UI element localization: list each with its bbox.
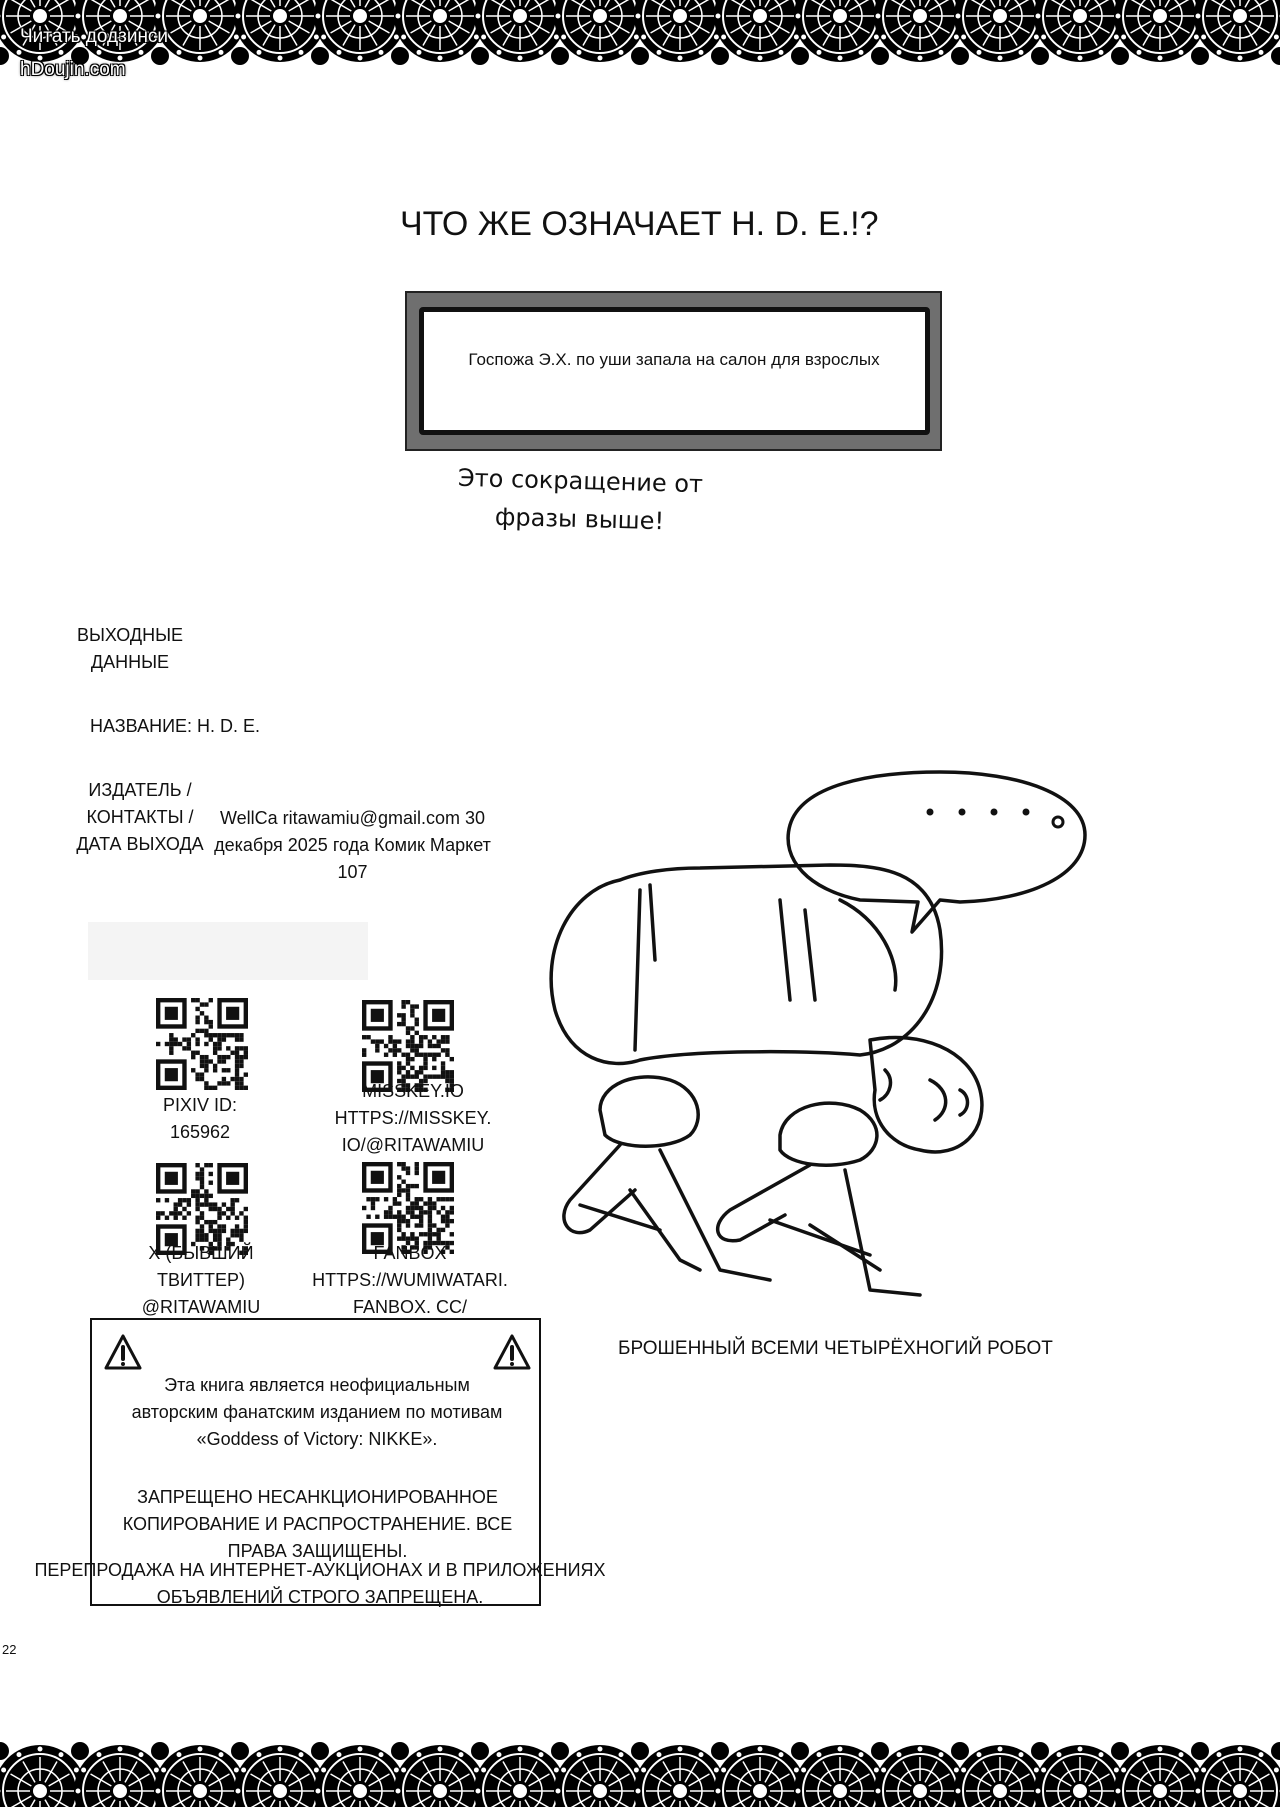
page-number: 22 xyxy=(2,1642,17,1657)
front-right-joint xyxy=(780,1103,877,1165)
speech-bubble-outline xyxy=(788,772,1085,932)
panel-caption: Госпожа Э.Х. по уши запала на салон для взрослых xyxy=(468,350,880,369)
robot-body xyxy=(551,865,941,1063)
comic-panel xyxy=(405,291,942,451)
robot-caption: БРОШЕННЫЙ ВСЕМИ ЧЕТЫРЁХНОГИЙ РОБОТ xyxy=(618,1338,1053,1359)
blank-block xyxy=(88,922,368,980)
speech-bubble-text xyxy=(930,790,931,791)
notice-resale: ПЕРЕПРОДАЖА НА ИНТЕРНЕТ-АУКЦИОНАХ И В ПРИЛОЖЕНИЯХ ОБЪЯВЛЕНИЙ СТРОГО ЗАПРЕЩЕНА. xyxy=(34,1560,606,1607)
warning-icon xyxy=(102,1332,144,1374)
notice-description: Эта книга является неофициальным авторским фанатским изданием по мотивам «Goddess of Victory: NIKKE». xyxy=(131,1375,503,1449)
lace-pattern-bottom xyxy=(0,1670,1280,1807)
page-title: ЧТО ЖЕ ОЗНАЧАЕТ H. D. E.!? xyxy=(400,205,879,243)
link-label-pixiv[interactable]: PIXIV ID: 165962 xyxy=(162,1095,238,1142)
lace-border-bottom xyxy=(0,1670,1280,1807)
site-url[interactable]: hDoujin.com xyxy=(20,59,126,80)
explanation-text: Это сокращение от фразы выше! xyxy=(457,463,704,536)
robot-illustration xyxy=(540,750,1100,1330)
site-label[interactable]: Читать додзинси xyxy=(20,26,169,47)
lace-pattern-top xyxy=(0,0,1280,135)
link-label-fanbox[interactable]: FANBOX HTTPS://WUMIWATARI. FANBOX. CC/ xyxy=(312,1243,508,1317)
front-left-joint xyxy=(600,1077,698,1146)
lace-border-top xyxy=(0,0,1280,135)
qr-code-icon[interactable] xyxy=(154,998,250,1090)
warning-icon xyxy=(491,1332,533,1374)
colophon-heading: ВЫХОДНЫЕ ДАННЫЕ xyxy=(76,625,184,672)
link-label-x[interactable]: X (БЫВШИЙ ТВИТТЕР) @RITAWAMIU xyxy=(141,1243,261,1317)
panel-caption-box xyxy=(419,307,930,435)
link-label-misskey[interactable]: MISSKEY.IO HTTPS://MISSKEY. IO/@RITAWAMIU xyxy=(334,1081,492,1155)
colophon-publisher-value: WellCa ritawamiu@gmail.com 30 декабря 2025 года Комик Маркет 107 xyxy=(214,808,491,882)
colophon-publisher-label: ИЗДАТЕЛЬ / КОНТАКТЫ / ДАТА ВЫХОДА xyxy=(76,780,204,854)
notice-rights: ЗАПРЕЩЕНО НЕСАНКЦИОНИРОВАННОЕ КОПИРОВАНИЕ И РАСПРОСТРАНЕНИЕ. ВСЕ ПРАВА ЗАЩИЩЕНЫ. xyxy=(122,1487,513,1561)
colophon-title: НАЗВАНИЕ: H. D. E. xyxy=(90,716,261,736)
